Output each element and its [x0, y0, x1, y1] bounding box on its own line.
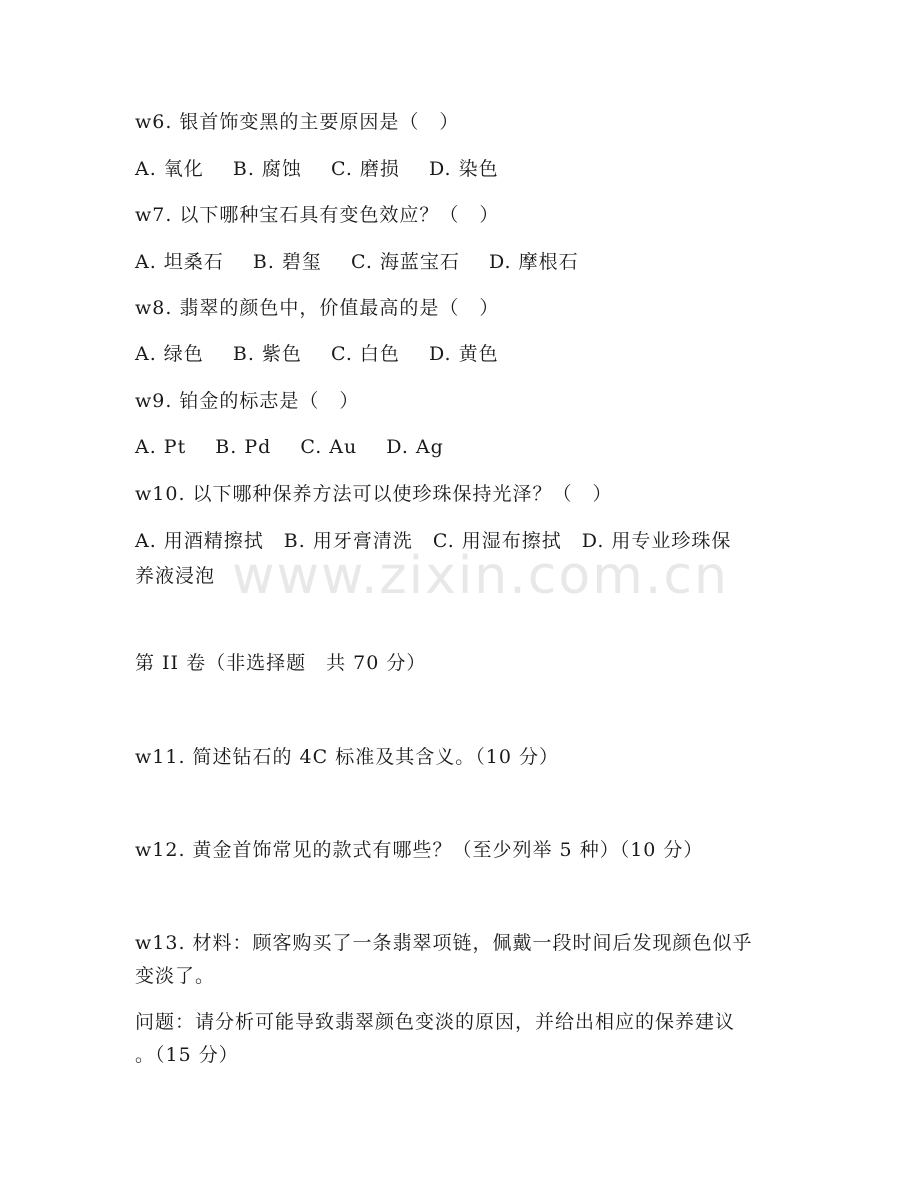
question-8-options — [135, 339, 521, 369]
option-a: A. 坦桑石 — [135, 251, 224, 273]
option-c: C. 白色 — [330, 343, 400, 365]
option-d: D. Ag — [386, 436, 444, 458]
option-b: B. 紫色 — [232, 343, 302, 365]
option-c: C. Au — [300, 436, 358, 458]
option-a: A. Pt — [135, 436, 187, 458]
question-13-material-line1: w13. 材料：顾客购买了一条翡翠项链，佩戴一段时间后发现颜色似乎 — [135, 932, 753, 954]
option-d: D. 摩根石 — [488, 251, 579, 273]
section-2-title: 第 II 卷（非选择题 共 70 分） — [135, 652, 427, 674]
question-9-stem: w9. 铂金的标志是（ ） — [135, 390, 360, 412]
question-11: w11. 简述钻石的 4C 标准及其含义。（10 分） — [135, 746, 559, 768]
option-a: A. 氧化 — [135, 158, 204, 180]
question-7-options — [135, 247, 601, 277]
question-6-stem: w6. 银首饰变黑的主要原因是（ ） — [135, 111, 460, 133]
option-d: D. 染色 — [428, 158, 499, 180]
question-13-question-line2: 。（15 分） — [135, 1044, 239, 1066]
option-b: B. Pd — [215, 436, 272, 458]
option-a: A. 绿色 — [135, 343, 204, 365]
question-10-stem: w10. 以下哪种保养方法可以使珍珠保持光泽？（ ） — [135, 483, 613, 505]
question-13-question-line1: 问题：请分析可能导致翡翠颜色变淡的原因，并给出相应的保养建议 — [135, 1011, 736, 1033]
watermark: www.zixin.com.cn — [232, 546, 729, 606]
option-b: B. 碧玺 — [252, 251, 322, 273]
question-13-material-line2: 变淡了。 — [135, 965, 216, 987]
question-6-options — [135, 154, 521, 184]
option-c: C. 海蓝宝石 — [350, 251, 460, 273]
question-12: w12. 黄金首饰常见的款式有哪些？（至少列举 5 种）（10 分） — [135, 839, 704, 861]
question-9-options — [135, 432, 466, 462]
question-8-stem: w8. 翡翠的颜色中，价值最高的是（ ） — [135, 297, 500, 319]
option-b: B. 腐蚀 — [232, 158, 302, 180]
question-10-options-line1: A. 用酒精擦拭 B. 用牙膏清洗 C. 用湿布擦拭 D. 用专业珍珠保 — [135, 530, 732, 552]
question-10-options-line2: 养液浸泡 — [135, 565, 216, 587]
option-c: C. 磨损 — [330, 158, 400, 180]
option-d: D. 黄色 — [428, 343, 499, 365]
question-7-stem: w7. 以下哪种宝石具有变色效应？（ ） — [135, 204, 500, 226]
